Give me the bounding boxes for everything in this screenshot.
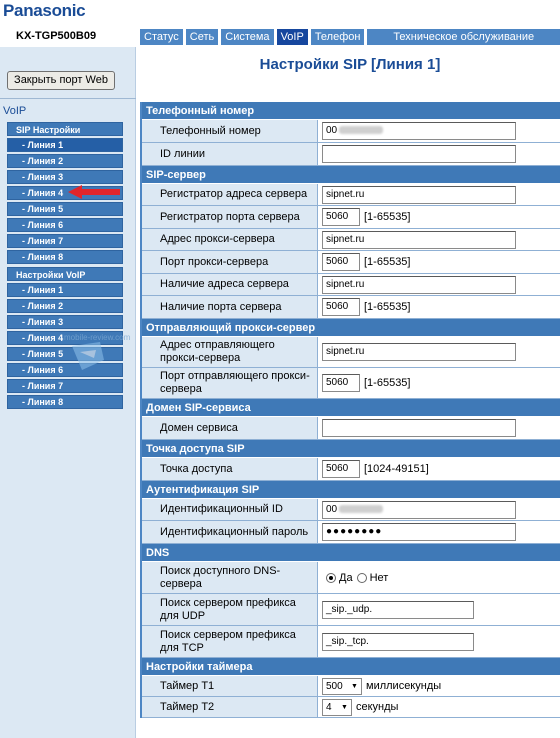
timer-t1-unit: миллисекунды <box>366 680 442 692</box>
access-point-range: [1024-49151] <box>364 463 429 475</box>
row-timer-t1 <box>142 676 560 697</box>
row-access-point <box>142 458 560 481</box>
outbound-address-input[interactable]: sipnet.ru <box>322 343 516 361</box>
sidebar-item-voip-line-2[interactable]: - Линия 2 <box>7 299 123 313</box>
row-presence-address <box>142 274 560 296</box>
sidebar-item-sip-line-7[interactable]: - Линия 7 <box>7 234 123 248</box>
outbound-port-label: Порт отправляющего прокси-сервера <box>142 368 318 398</box>
row-timer-t2 <box>142 697 560 718</box>
chevron-down-icon: ▼ <box>341 703 348 711</box>
proxy-port-range: [1-65535] <box>364 256 411 268</box>
access-point-input[interactable]: 5060 <box>322 460 360 478</box>
proxy-port-input[interactable]: 5060 <box>322 253 360 271</box>
row-proxy-address <box>142 229 560 251</box>
brand-logo: Panasonic <box>3 1 86 20</box>
dns-no-label: Нет <box>369 571 389 584</box>
close-web-port-button[interactable]: Закрыть порт Web <box>7 71 115 90</box>
sidebar-item-sip-line-1[interactable]: - Линия 1 <box>7 138 123 152</box>
page-title: Настройки SIP [Линия 1] <box>259 56 441 73</box>
watermark-text: mobile-review.com <box>64 333 131 342</box>
timer-t2-select[interactable]: 4 ▼ <box>322 699 352 716</box>
row-line-id <box>142 143 560 166</box>
dns-udp-label: Поиск сервером префикса для UDP <box>142 594 318 625</box>
sidebar-item-sip-line-8[interactable]: - Линия 8 <box>7 250 123 264</box>
outbound-port-range: [1-65535] <box>364 377 411 389</box>
row-presence-port <box>142 296 560 319</box>
dns-tcp-label: Поиск сервером префикса для TCP <box>142 626 318 657</box>
section-outbound-proxy: Отправляющий прокси-сервер <box>142 319 560 337</box>
dns-no-radio[interactable] <box>357 573 367 583</box>
registrar-port-input[interactable]: 5060 <box>322 208 360 226</box>
tab-system[interactable]: Система <box>221 29 273 45</box>
registrar-address-input[interactable]: sipnet.ru <box>322 186 516 204</box>
sidebar-item-sip-line-4[interactable]: - Линия 4 <box>7 186 123 200</box>
pointer-arrow-icon <box>68 185 120 199</box>
row-proxy-port <box>142 251 560 274</box>
service-domain-label: Домен сервиса <box>142 417 318 439</box>
model-name: KX-TGP500B09 <box>16 30 97 42</box>
row-dns-udp <box>142 594 560 626</box>
sidebar-item-sip-line-2[interactable]: - Линия 2 <box>7 154 123 168</box>
timer-t1-select[interactable]: 500 ▼ <box>322 678 362 695</box>
sidebar-item-sip-line-5[interactable]: - Линия 5 <box>7 202 123 216</box>
sidebar-item-sip-line-6[interactable]: - Линия 6 <box>7 218 123 232</box>
row-registrar-address <box>142 184 560 206</box>
sidebar-divider <box>0 98 136 99</box>
registrar-port-range: [1-65535] <box>364 211 411 223</box>
dns-search-label: Поиск доступного DNS-сервера <box>142 562 318 593</box>
auth-password-label: Идентификационный пароль <box>142 521 318 543</box>
access-point-label: Точка доступа <box>142 458 318 480</box>
sidebar-item-voip-line-7[interactable]: - Линия 7 <box>7 379 123 393</box>
dns-yes-radio[interactable] <box>326 573 336 583</box>
redacted-mark <box>339 126 383 134</box>
presence-port-range: [1-65535] <box>364 301 411 313</box>
outbound-address-label: Адрес отправляющего прокси-сервера <box>142 337 318 367</box>
sidebar-item-voip-line-8[interactable]: - Линия 8 <box>7 395 123 409</box>
auth-id-label: Идентификационный ID <box>142 499 318 520</box>
section-sip-server: SIP-сервер <box>142 166 560 184</box>
tab-maintenance[interactable]: Техническое обслуживание <box>367 29 560 45</box>
sidebar-item-voip-line-4[interactable]: - Линия 4 <box>7 331 123 345</box>
row-dns-tcp <box>142 626 560 658</box>
service-domain-input[interactable] <box>322 419 516 437</box>
sidebar-item-voip-line-1[interactable]: - Линия 1 <box>7 283 123 297</box>
line-id-input[interactable] <box>322 145 516 163</box>
tab-status[interactable]: Статус <box>140 29 183 45</box>
tab-telephone[interactable]: Телефон <box>311 29 365 45</box>
outbound-port-input[interactable]: 5060 <box>322 374 360 392</box>
settings-form <box>140 102 560 718</box>
sidebar-item-voip-settings[interactable]: Настройки VoIP <box>7 267 123 281</box>
auth-password-input[interactable]: ●●●●●●●● <box>322 523 516 541</box>
phone-number-label: Телефонный номер <box>142 120 318 142</box>
section-sip-access-point: Точка доступа SIP <box>142 440 560 458</box>
presence-port-label: Наличие порта сервера <box>142 296 318 318</box>
row-outbound-port <box>142 368 560 399</box>
line-id-label: ID линии <box>142 143 318 165</box>
row-dns-search <box>142 562 560 594</box>
row-phone-number <box>142 120 560 143</box>
presence-address-input[interactable]: sipnet.ru <box>322 276 516 294</box>
auth-id-input[interactable]: 00 <box>322 501 516 519</box>
sidebar-title: VoIP <box>3 105 27 117</box>
tab-voip[interactable]: VoIP <box>277 29 308 45</box>
redacted-mark <box>339 505 383 513</box>
row-auth-password <box>142 521 560 544</box>
top-nav <box>140 29 560 46</box>
row-registrar-port <box>142 206 560 229</box>
sidebar-item-voip-line-6[interactable]: - Линия 6 <box>7 363 123 377</box>
timer-t2-label: Таймер T2 <box>142 697 318 717</box>
row-outbound-address <box>142 337 560 368</box>
sidebar-item-voip-line-3[interactable]: - Линия 3 <box>7 315 123 329</box>
timer-t1-label: Таймер T1 <box>142 676 318 696</box>
section-timer-settings: Настройки таймера <box>142 658 560 676</box>
dns-tcp-input[interactable]: _sip._tcp. <box>322 633 474 651</box>
proxy-address-label: Адрес прокси-сервера <box>142 229 318 250</box>
proxy-address-input[interactable]: sipnet.ru <box>322 231 516 249</box>
tab-network[interactable]: Сеть <box>186 29 218 45</box>
sidebar-item-sip-line-3[interactable]: - Линия 3 <box>7 170 123 184</box>
sidebar-item-voip-line-5[interactable]: - Линия 5 <box>7 347 123 361</box>
dns-udp-input[interactable]: _sip._udp. <box>322 601 474 619</box>
chevron-down-icon: ▼ <box>351 682 358 690</box>
phone-number-input[interactable]: 00 <box>322 122 516 140</box>
presence-address-label: Наличие адреса сервера <box>142 274 318 295</box>
section-sip-auth: Аутентификация SIP <box>142 481 560 499</box>
registrar-address-label: Регистратор адреса сервера <box>142 184 318 205</box>
timer-t2-unit: секунды <box>356 701 399 713</box>
section-phone-number: Телефонный номер <box>142 102 560 120</box>
sidebar-item-sip-settings[interactable]: SIP Настройки <box>7 122 123 136</box>
presence-port-input[interactable]: 5060 <box>322 298 360 316</box>
section-sip-domain: Домен SIP-сервиса <box>142 399 560 417</box>
registrar-port-label: Регистратор порта сервера <box>142 206 318 228</box>
row-service-domain <box>142 417 560 440</box>
row-auth-id <box>142 499 560 521</box>
watermark-logo <box>64 340 134 394</box>
dns-yes-label: Да <box>339 571 353 584</box>
section-dns: DNS <box>142 544 560 562</box>
sidebar <box>0 47 136 738</box>
proxy-port-label: Порт прокси-сервера <box>142 251 318 273</box>
